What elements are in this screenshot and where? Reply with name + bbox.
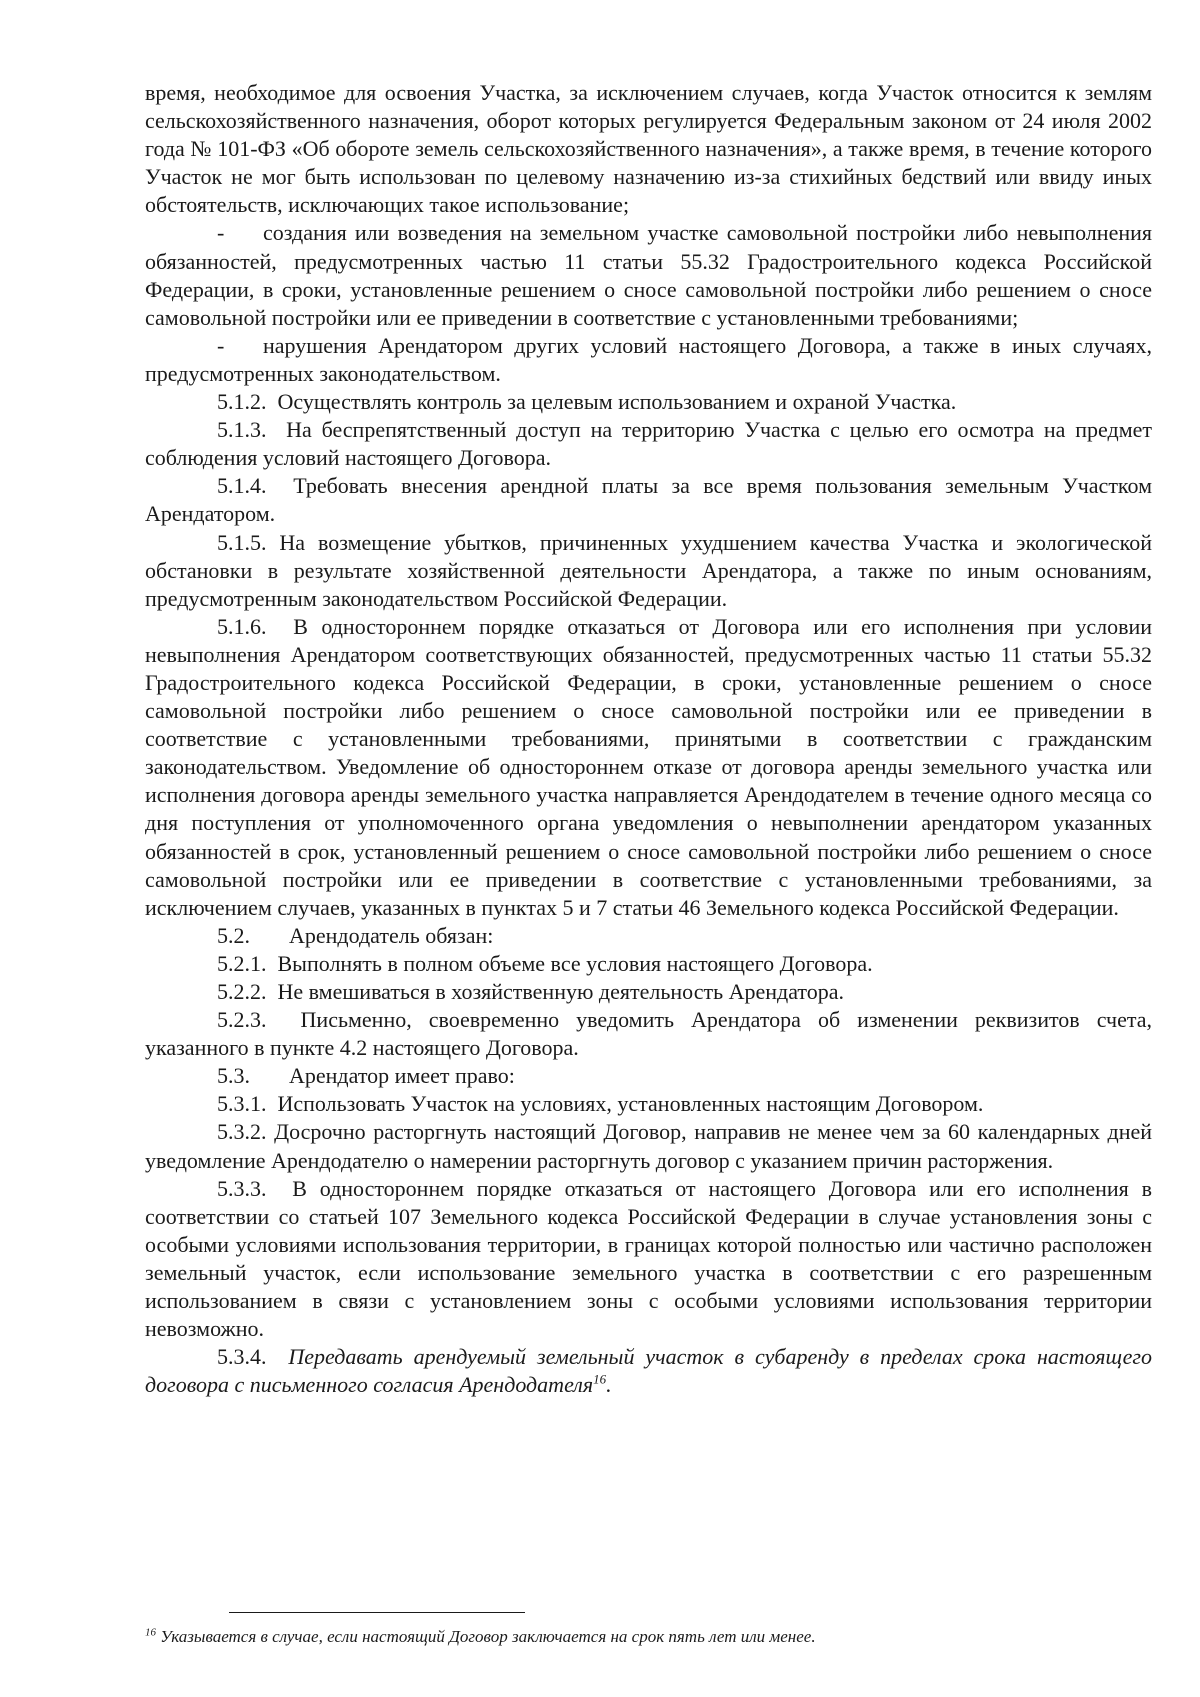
clause-number: 5.2.3. xyxy=(217,1007,267,1033)
footnote-reference[interactable]: 16 xyxy=(593,1371,607,1387)
clause-number: 5.1.2. xyxy=(217,389,267,415)
document-page xyxy=(145,79,1152,1399)
paragraph-text: время, необходимое для освоения Участка, за исключением случаев, когда Участок относится к землям сельскохозяйственного назначения, оборот которых регулируется Федеральным законом от 24 июля 2002 года № 101-ФЗ «Об обороте земель сельскохозяйственного назначения», а также время, в течение которого Участок не мог быть использован по целевому назначению из-за стихийных бедствий или ввиду иных обстоятельств, исключающих такое использование; xyxy=(145,80,1152,218)
clause-number: 5.3.1. xyxy=(217,1091,267,1117)
list-item-dash xyxy=(145,332,1152,388)
clause-text-tail: . xyxy=(606,1372,612,1398)
list-item-dash xyxy=(145,219,1152,331)
clause-5-1-6 xyxy=(145,613,1152,922)
clause-number: 5.3.3. xyxy=(217,1175,267,1201)
dash-marker: - xyxy=(217,220,225,246)
clause-text: На возмещение убытков, причиненных ухудшением качества Участка и экологической обстановки в результате хозяйственной деятельности Арендатора, а также по иным основаниям, предусмотренным законодательством Российской Федерации. xyxy=(145,529,1152,611)
footnote-marker: 16 xyxy=(145,1626,156,1639)
clause-number: 5.3.2. xyxy=(217,1119,267,1145)
clause-text: На беспрепятственный доступ на территорию Участка с целью его осмотра на предмет соблюдения условий настоящего Договора. xyxy=(145,417,1152,471)
section-text: Арендатор имеет право: xyxy=(289,1063,515,1089)
clause-number: 5.1.3. xyxy=(217,417,267,443)
clause-5-3-4 xyxy=(145,1343,1152,1399)
clause-5-2-3 xyxy=(145,1006,1152,1062)
clause-5-1-3 xyxy=(145,416,1152,472)
clause-text: Использовать Участок на условиях, установленных настоящим Договором. xyxy=(277,1091,984,1117)
clause-number: 5.2.2. xyxy=(217,979,267,1004)
section-number: 5.3. xyxy=(217,1063,250,1089)
clause-text: Не вмешиваться в хозяйственную деятельность Арендатора. xyxy=(277,979,845,1004)
clause-text: Осуществлять контроль за целевым использованием и охраной Участка. xyxy=(277,389,957,415)
footnote-text: Указывается в случае, если настоящий Договор заключается на срок пять лет или менее. xyxy=(156,1627,816,1646)
section-text: Арендодатель обязан: xyxy=(289,922,494,948)
clause-5-1-5 xyxy=(145,529,1152,613)
clause-number: 5.1.6. xyxy=(217,613,267,639)
footnote xyxy=(145,1626,1152,1648)
clause-5-3-3 xyxy=(145,1175,1152,1344)
list-item-text: создания или возведения на земельном участке самовольной постройки либо невыполнения обязанностей, предусмотренных частью 11 статьи 55.32 Градостроительного кодекса Российской Федерации, в сроки, установленные решением о сносе самовольной постройки либо решением о сносе самовольной постройки или ее приведении в соответствие с установленными требованиями; xyxy=(145,220,1152,330)
clause-5-1-2 xyxy=(145,388,1152,416)
paragraph-continuation xyxy=(145,79,1152,219)
section-5-2 xyxy=(145,922,1152,950)
section-5-3 xyxy=(145,1062,1152,1090)
clause-text: Передавать арендуемый земельный участок в субаренду в пределах срока настоящего договора с письменного согласия Арендодателя xyxy=(145,1344,1152,1398)
clause-5-2-1 xyxy=(145,950,1152,978)
clause-5-1-4 xyxy=(145,472,1152,528)
footnote-separator xyxy=(229,1612,525,1613)
clause-text: В одностороннем порядке отказаться от настоящего Договора или его исполнения в соответствии со статьей 107 Земельного кодекса Российской Федерации в случае установления зоны с особыми условиями использования территории, в границах которой полностью или частично расположен земельный участок, если использование земельного участка в соответствии с его разрешенным использованием в связи с установлением зоны с особыми условиями использования территории невозможно. xyxy=(145,1175,1153,1342)
clause-text: В одностороннем порядке отказаться от Договора или его исполнения при условии невыполнения Арендатором соответствующих обязанностей, предусмотренных частью 11 статьи 55.32 Градостроительного кодекса Российской Федерации, в сроки, установленные решением о сносе самовольной постройки либо решением о сносе самовольной постройки или ее приведении в соответствие с установленными требованиями, принятыми в соответствии с гражданским законодательством. Уведомление об одностороннем отказе от договора аренды земельного участка или исполнения договора аренды земельного участка направляется Арендодателем в течение одного месяца со дня поступления от уполномоченного органа уведомления о невыполнении арендатором указанных обязанностей в срок, установленный решением о сносе самовольной постройки либо решением о сносе самовольной постройки или ее приведении в соответствие с установленными требованиями, за исключением случаев, указанных в пунктах 5 и 7 статьи 46 Земельного кодекса Российской Федерации. xyxy=(145,613,1153,920)
clause-5-3-1 xyxy=(145,1090,1152,1118)
clause-number: 5.1.5. xyxy=(217,529,267,555)
section-number: 5.2. xyxy=(217,922,250,948)
clause-5-2-2 xyxy=(145,978,1152,1006)
clause-text: Письменно, своевременно уведомить Арендатора об изменении реквизитов счета, указанного в пункте 4.2 настоящего Договора. xyxy=(145,1007,1152,1061)
list-item-text: нарушения Арендатором других условий настоящего Договора, а также в иных случаях, предусмотренных законодательством. xyxy=(145,332,1152,386)
clause-text: Требовать внесения арендной платы за все время пользования земельным Участком Арендатором. xyxy=(145,473,1153,527)
clause-5-3-2 xyxy=(145,1118,1152,1174)
dash-marker: - xyxy=(217,332,225,358)
clause-text: Досрочно расторгнуть настоящий Договор, направив не менее чем за 60 календарных дней уведомление Арендодателю о намерении расторгнуть договор с указанием причин расторжения. xyxy=(145,1119,1152,1173)
clause-number: 5.3.4. xyxy=(217,1344,267,1370)
clause-text: Выполнять в полном объеме все условия настоящего Договора. xyxy=(277,950,873,976)
clause-number: 5.2.1. xyxy=(217,950,267,976)
clause-number: 5.1.4. xyxy=(217,473,267,499)
